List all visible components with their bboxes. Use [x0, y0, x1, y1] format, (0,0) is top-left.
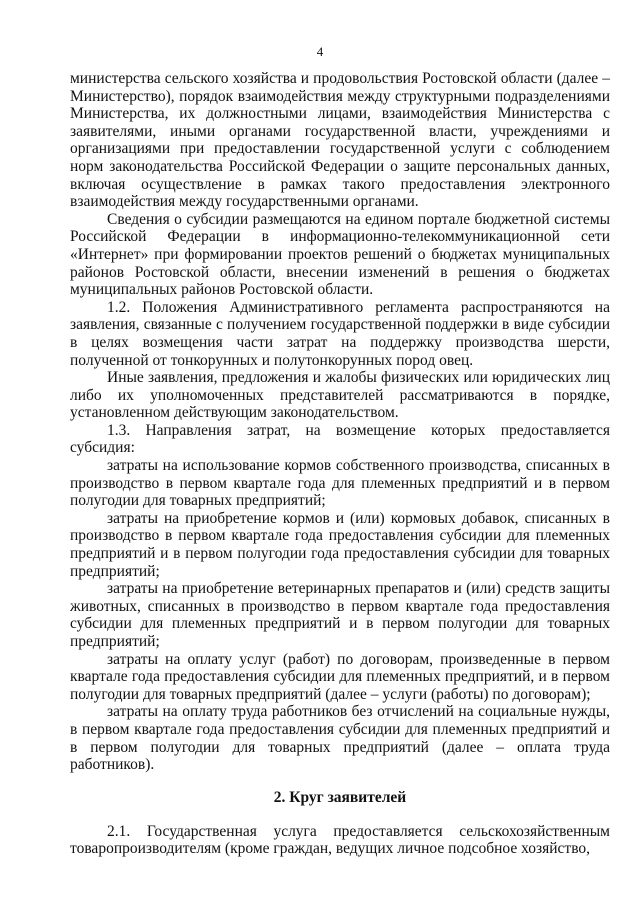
paragraph-cost-labor: затраты на оплату труда работников без отчислений на социальные нужды, в первом квартале года предоставления субсидии для племенных предприятий и в первом полугодии для товарных предприятий (далее – оплата труда работников).: [70, 703, 610, 774]
paragraph-cost-services: затраты на оплату услуг (работ) по договорам, произведенные в первом квартале года предоставления субсидии для племенных предприятий, и в первом полугодии для товарных предприятий (далее – услуги (работы) по договорам);: [70, 650, 610, 703]
paragraph-other-applications: Иные заявления, предложения и жалобы физических или юридических лиц либо их уполномоченных представителей рассматриваются в порядке, установленном действующим законодательством.: [70, 369, 610, 422]
paragraph-cost-feed-purchase: затраты на приобретение кормов и (или) кормовых добавок, списанных в производство в первом квартале года предоставления субсидии для племенных предприятий и в первом полугодии года предоставления субсидии для товарных предприятий;: [70, 509, 610, 580]
paragraph-ministry-continuation: министерства сельского хозяйства и продовольствия Ростовской области (далее – Министерство), порядок взаимодействия между структурными подразделениями Министерства, их должностными лицами, взаимодействия Министерства с заявителями, иными органами государственной власти, учреждениями и организациями при предоставлении государственной услуги с соблюдением норм законодательства Российской Федерации о защите персональных данных, включая осуществление в рамках такого предоставления электронного взаимодействия между государственными органами.: [70, 70, 610, 211]
page-number: 4: [316, 44, 324, 59]
paragraph-cost-veterinary: затраты на приобретение ветеринарных препаратов и (или) средств защиты животных, списанных в производство в первом квартале года предоставления субсидии для племенных предприятий и в первом полугодии для товарных предприятий;: [70, 580, 610, 650]
paragraph-subsidy-info: Сведения о субсидии размещаются на едином портале бюджетной системы Российской Федерации в информационно-телекоммуникационной сети «Интернет» при формировании проектов решений о бюджетах муниципальных районов Ростовской области, внесении изменений в решения о бюджетах муниципальных районов Ростовской области.: [70, 210, 610, 299]
paragraph-1-2: 1.2. Положения Административного регламента распространяются на заявления, связанные с получением государственной поддержки в виде субсидии в целях возмещения части затрат на поддержку производства шерсти, полученной от тонкорунных и полутонкорунных пород овец.: [70, 298, 610, 369]
paragraph-cost-feed-own: затраты на использование кормов собственного производства, списанных в производство в первом квартале года для племенных предприятий и в первом полугодии для товарных предприятий;: [70, 457, 610, 510]
paragraph-1-3: 1.3. Направления затрат, на возмещение которых предоставляется субсидия:: [70, 421, 610, 457]
paragraph-2-1: 2.1. Государственная услуга предоставляется сельскохозяйственным товаропроизводителям (кроме граждан, ведущих личное подсобное хозяйство,: [70, 822, 610, 858]
document-body: [70, 70, 610, 858]
section-heading: 2. Круг заявителей: [273, 788, 407, 806]
